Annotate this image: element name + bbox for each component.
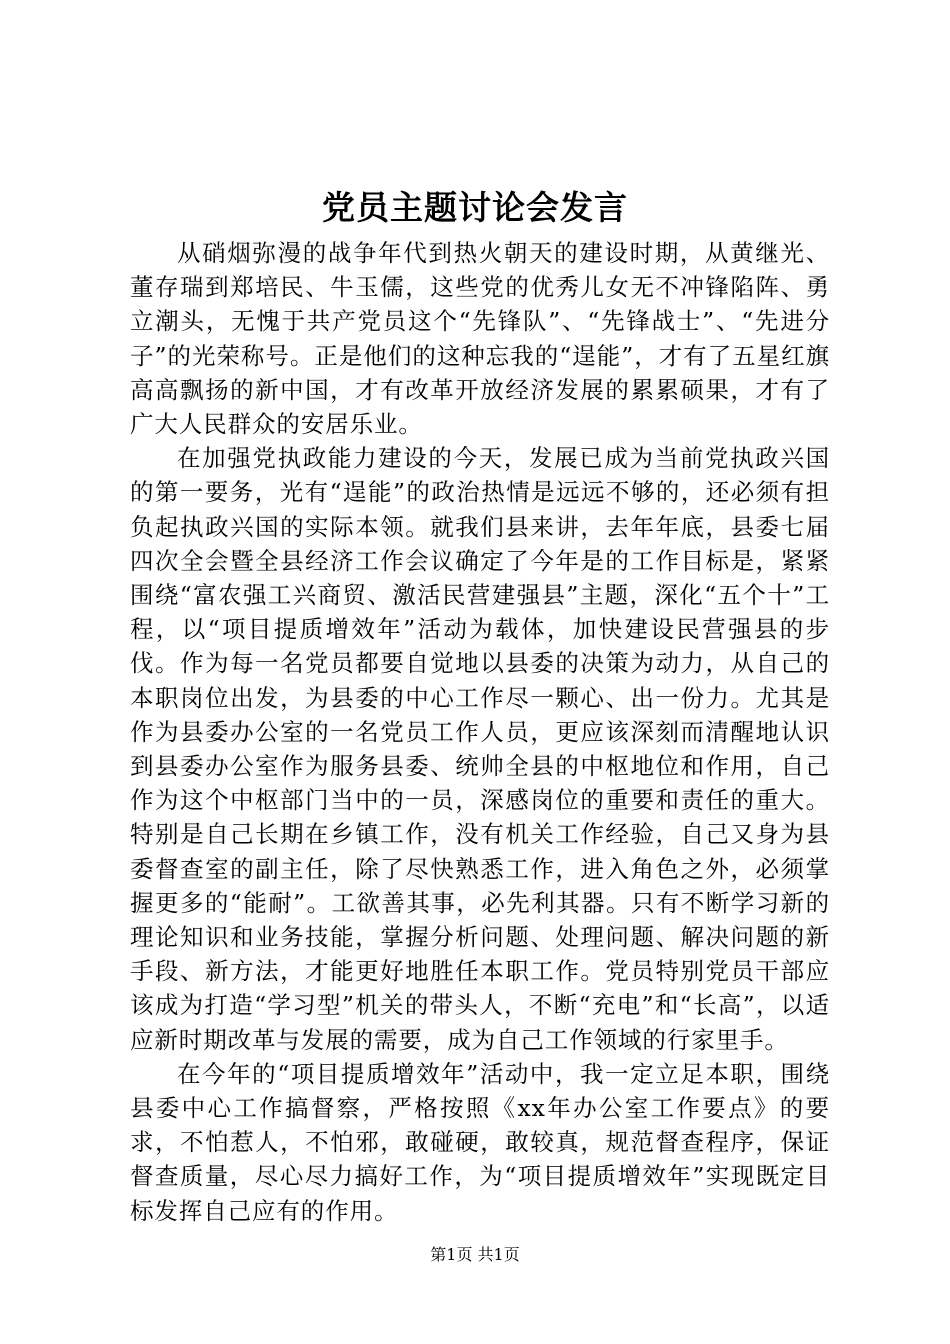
document-title: 党员主题讨论会发言: [322, 188, 628, 227]
page-footer: 第1页 共1页: [430, 1245, 520, 1264]
paragraph-3: 在今年的“项目提质增效年”活动中，我一定立足本职，围绕县委中心工作搞督察，严格按照《xx年办公室工作要点》的要求，不怕惹人，不怕邪，敢碰硬，敢较真，规范督查程序，保证督查质量，尽心尽力搞好工作，为“项目提质增效年”实现既定目标发挥自己应有的作用。: [130, 1059, 830, 1225]
document-body: [130, 236, 830, 1228]
paragraph-1: 从硝烟弥漫的战争年代到热火朝天的建设时期，从黄继光、董存瑞到郑培民、牛玉儒，这些党的优秀儿女无不冲锋陷阵、勇立潮头，无愧于共产党员这个“先锋队”、“先锋战士”、“先进分子”的光荣称号。正是他们的这种忘我的“逞能”，才有了五星红旗高高飘扬的新中国，才有改革开放经济发展的累累硕果，才有了广大人民群众的安居乐业。: [130, 239, 830, 439]
paragraph-2: 在加强党执政能力建设的今天，发展已成为当前党执政兴国的第一要务，光有“逞能”的政治热情是远远不够的，还必须有担负起执政兴国的实际本领。就我们县来讲，去年年底，县委七届四次全会暨全县经济工作会议确定了今年是的工作目标是，紧紧围绕“富农强工兴商贸、激活民营建强县”主题，深化“五个十”工程，以“项目提质增效年”活动为载体，加快建设民营强县的步伐。作为每一名党员都要自觉地以县委的决策为动力，从自己的本职岗位出发，为县委的中心工作尽一颗心、出一份力。尤其是作为县委办公室的一名党员工作人员，更应该深刻而清醒地认识到县委办公室作为服务县委、统帅全县的中枢地位和作用，自己作为这个中枢部门当中的一员，深感岗位的重要和责任的重大。特别是自己长期在乡镇工作，没有机关工作经验，自己又身为县委督查室的副主任，除了尽快熟悉工作，进入角色之外，必须掌握更多的“能耐”。工欲善其事，必先利其器。只有不断学习新的理论知识和业务技能，掌握分析问题、处理问题、解决问题的新手段、新方法，才能更好地胜任本职工作。党员特别党员干部应该成为打造“学习型”机关的带头人，不断“充电”和“长高”，以适应新时期改革与发展的需要，成为自己工作领域的行家里手。: [130, 444, 830, 1054]
